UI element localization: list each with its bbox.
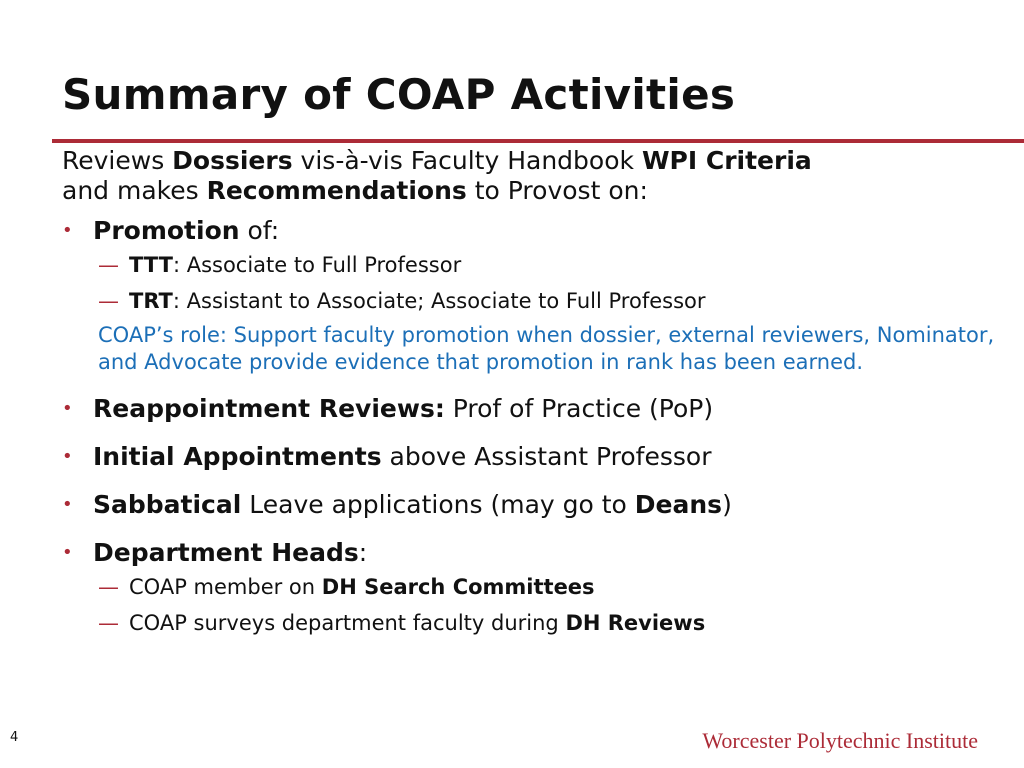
- intro-text-4: to Provost on:: [466, 176, 648, 205]
- reappointment-label: Reappointment Reviews:: [93, 394, 445, 423]
- sabbatical-close: ): [722, 490, 732, 519]
- sub-item-ttt: [62, 252, 1022, 278]
- bullet-icon: •: [62, 446, 73, 467]
- initial-label: Initial Appointments: [93, 442, 382, 471]
- intro-bold-criteria: WPI Criteria: [641, 146, 812, 175]
- dh-reviews-label: DH Reviews: [565, 611, 706, 635]
- bullet-sabbatical: [62, 490, 1022, 520]
- bullet-initial-appointments: [62, 442, 1022, 472]
- footer-institution: Worcester Polytechnic Institute: [702, 728, 978, 753]
- ttt-text: : Associate to Full Professor: [172, 253, 462, 277]
- sub-item-trt: [62, 288, 1022, 314]
- bullet-reappointment: [62, 394, 1022, 424]
- title-divider: [52, 139, 1024, 143]
- deans-label: Deans: [634, 490, 723, 519]
- bullet-icon: •: [62, 398, 73, 419]
- dash-icon: —: [98, 289, 119, 313]
- bullet-icon: •: [62, 542, 73, 563]
- trt-text: : Assistant to Associate; Associate to Full Professor: [172, 289, 706, 313]
- intro-bold-recommendations: Recommendations: [206, 176, 467, 205]
- bullet-icon: •: [62, 494, 73, 515]
- intro-text-3: and makes: [62, 176, 207, 205]
- sabbatical-text: Leave applications (may go to: [241, 490, 635, 519]
- ttt-label: TTT: [129, 253, 173, 277]
- dash-icon: —: [98, 575, 119, 599]
- promotion-label: Promotion: [93, 216, 240, 245]
- intro-bold-dossiers: Dossiers: [172, 146, 293, 175]
- dash-icon: —: [98, 253, 119, 277]
- promotion-text: of:: [239, 216, 280, 245]
- intro-paragraph: [62, 146, 1022, 206]
- sub-item-dh-search: [62, 574, 1022, 600]
- slide-title: Summary of COAP Activities: [62, 70, 736, 119]
- dh-search-text: COAP member on: [129, 575, 322, 599]
- dh-search-label: DH Search Committees: [321, 575, 595, 599]
- intro-text-1: Reviews: [62, 146, 173, 175]
- coap-role-note: COAP’s role: Support faculty promotion when dossier, external reviewers, Nominator, and Advocate provide evidence that promotion in rank has been earned.: [98, 323, 995, 374]
- sabbatical-label: Sabbatical: [93, 490, 242, 519]
- bullet-department-heads: [62, 538, 1022, 568]
- sub-item-dh-reviews: [62, 610, 1022, 636]
- dash-icon: —: [98, 611, 119, 635]
- slide-body: [62, 146, 1022, 636]
- dh-reviews-text: COAP surveys department faculty during: [129, 611, 566, 635]
- page-number: 4: [10, 730, 19, 745]
- initial-text: above Assistant Professor: [381, 442, 712, 471]
- bullet-icon: •: [62, 220, 73, 241]
- dept-heads-label: Department Heads: [93, 538, 359, 567]
- dept-heads-colon: :: [358, 538, 368, 567]
- intro-text-2: vis-à-vis Faculty Handbook: [292, 146, 642, 175]
- trt-label: TRT: [129, 289, 173, 313]
- reappointment-text: Prof of Practice (PoP): [444, 394, 714, 423]
- bullet-promotion: [62, 216, 1022, 246]
